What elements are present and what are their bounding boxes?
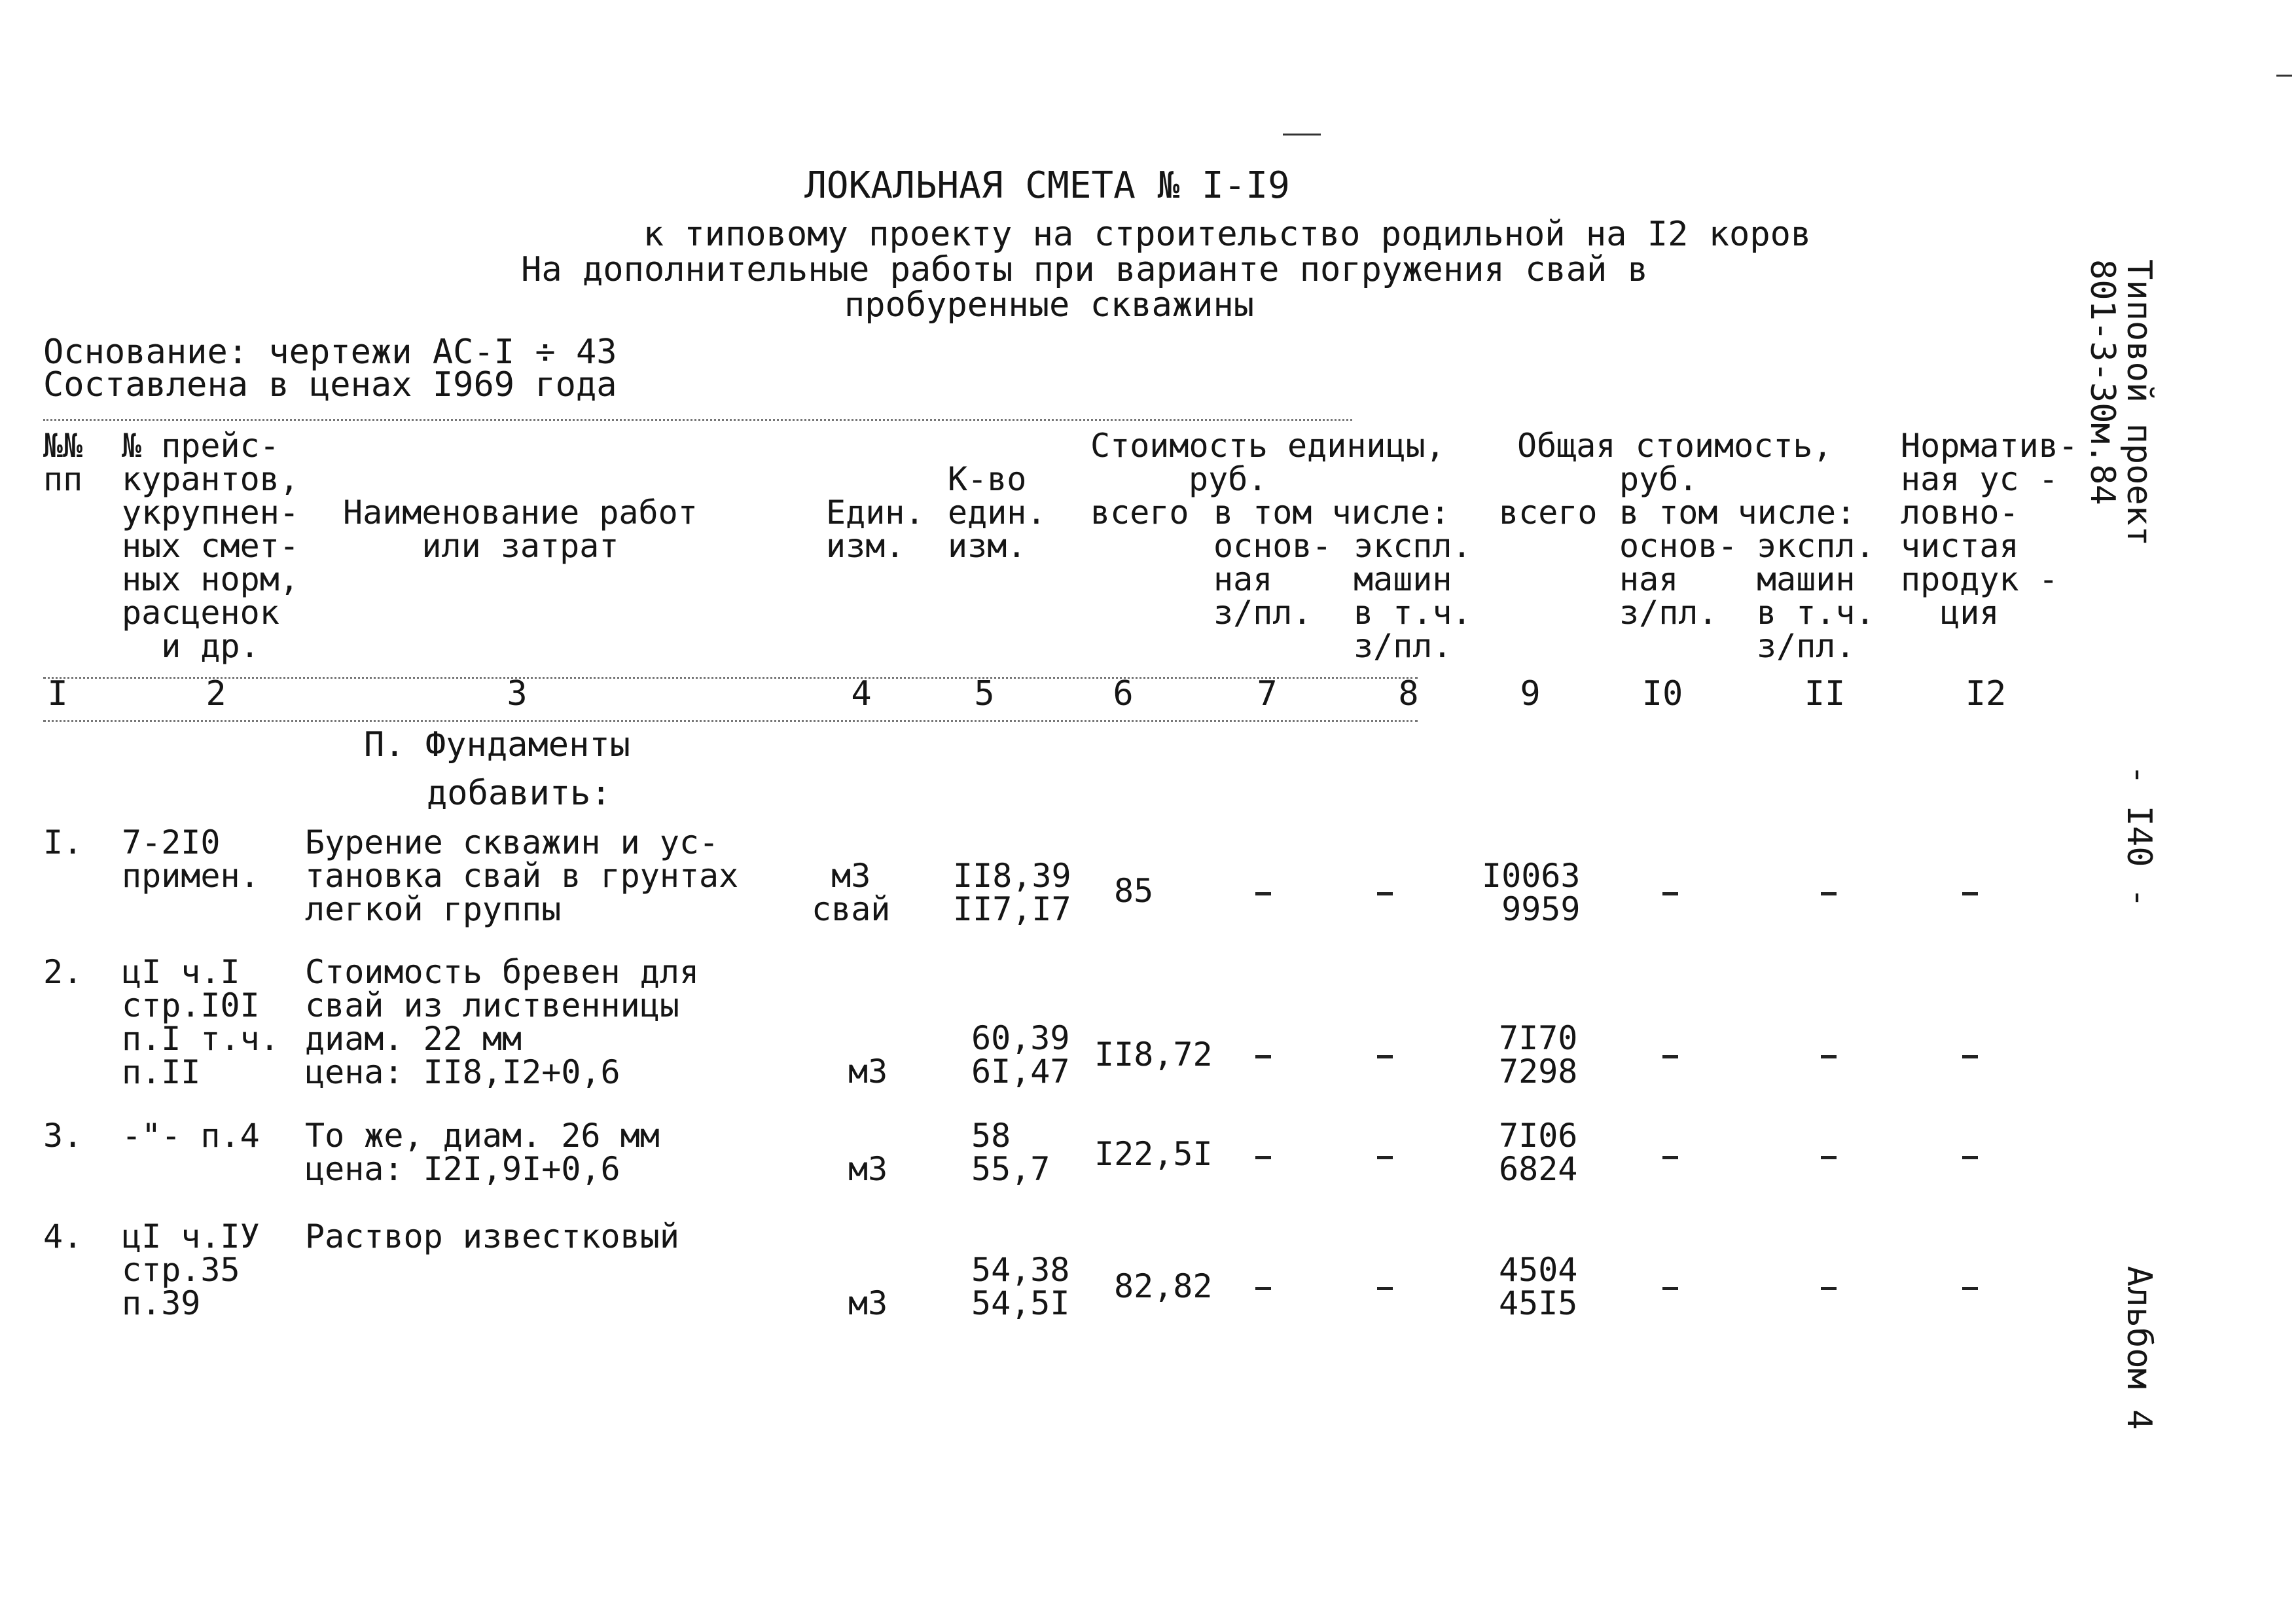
row-4-total-base-dash xyxy=(1662,1287,1678,1290)
section-subtitle: добавить: xyxy=(427,774,611,813)
row-4-unit-total: 82,82 xyxy=(1114,1267,1213,1305)
column-number: 4 xyxy=(851,674,872,713)
row-3-unit-total: I22,5I xyxy=(1094,1135,1213,1173)
row-3-norm-dash xyxy=(1962,1156,1978,1159)
row-4-total: 4504 45I5 xyxy=(1499,1251,1578,1322)
row-4-qty: 54,38 54,5I xyxy=(971,1251,1070,1322)
row-4-code: цI ч.IУ стр.35 п.39 xyxy=(122,1218,260,1322)
row-3-code: -"- п.4 xyxy=(122,1117,260,1155)
column-number: 2 xyxy=(206,674,226,713)
row-1-total: I0063 9959 xyxy=(1482,857,1581,928)
row-4-name: Раствор известковый xyxy=(305,1218,679,1255)
header-col-1: №№ пп xyxy=(43,427,83,498)
document-subtitle-line-2: На дополнительные работы при варианте погружения свай в xyxy=(521,250,1648,289)
header-col-12: Норматив- ная ус - ловно- чистая продук - ция xyxy=(1901,427,2078,632)
row-1-name: Бурение скважин и ус- тановка свай в грунтах легкой группы xyxy=(305,823,739,928)
row-2-unit: м3 xyxy=(848,1053,888,1091)
row-4-norm-dash xyxy=(1962,1287,1978,1290)
header-col-6: всего xyxy=(1090,494,1189,532)
document-title: ЛОКАЛЬНАЯ СМЕТА № I-I9 xyxy=(804,164,1290,207)
basis-line: Основание: чертежи АС-I ÷ 43 xyxy=(43,333,617,372)
column-number: 7 xyxy=(1257,674,1278,713)
header-col-4: Един. изм. xyxy=(826,494,925,565)
row-3-qty: 58 55,7 xyxy=(971,1117,1050,1188)
column-numbers-rule xyxy=(43,720,1418,722)
row-1-total-mach-dash xyxy=(1821,892,1837,895)
row-2-code: цI ч.I стр.I0I п.I т.ч. п.II xyxy=(122,953,279,1091)
row-2-total-mach-dash xyxy=(1821,1055,1837,1058)
row-3-total-mach-dash xyxy=(1821,1156,1837,1159)
column-number: I0 xyxy=(1641,674,1683,713)
row-1-qty: II8,39 II7,I7 xyxy=(953,857,1071,928)
column-number: I xyxy=(47,674,68,713)
document-subtitle-line-3: пробуренные скважины xyxy=(844,285,1255,325)
header-col-8: экспл. машин в т.ч. з/пл. xyxy=(1354,527,1472,665)
row-3-unit: м3 xyxy=(848,1150,888,1188)
row-1-code: 7-2I0 примен. xyxy=(122,823,260,895)
column-number: I2 xyxy=(1965,674,2007,713)
header-col-3: Наименование работ или затрат xyxy=(343,494,698,565)
scan-mark xyxy=(1283,134,1321,135)
row-3-unit-mach-dash xyxy=(1377,1156,1393,1159)
row-2-total: 7I70 7298 xyxy=(1499,1019,1578,1091)
row-3-num: 3. xyxy=(43,1117,83,1155)
column-number: 8 xyxy=(1398,674,1419,713)
row-1-unit: м3 свай xyxy=(812,857,891,928)
side-label-project: Типовой проект xyxy=(2119,259,2159,547)
row-4-unit-base-dash xyxy=(1255,1287,1271,1290)
row-1-norm-dash xyxy=(1962,892,1978,895)
header-col-10-11-top: в том числе: xyxy=(1619,494,1856,532)
row-3-total-base-dash xyxy=(1662,1156,1678,1159)
header-col-10: основ- ная з/пл. xyxy=(1619,527,1738,632)
row-3-unit-base-dash xyxy=(1255,1156,1271,1159)
row-3-name: То же, диам. 26 мм цена: I2I,9I+0,6 xyxy=(305,1117,660,1188)
row-4-total-mach-dash xyxy=(1821,1287,1837,1290)
row-4-unit: м3 xyxy=(848,1284,888,1322)
row-1-unit-base-dash xyxy=(1255,892,1271,895)
document-subtitle-line-1: к типовому проекту на строительство родильной на I2 коров xyxy=(643,215,1812,254)
row-2-name: Стоимость бревен для свай из лиственницы диам. 22 мм цена: II8,I2+0,6 xyxy=(305,953,700,1091)
row-2-num: 2. xyxy=(43,953,83,991)
row-2-norm-dash xyxy=(1962,1055,1978,1058)
row-4-unit-mach-dash xyxy=(1377,1287,1393,1290)
row-4-num: 4. xyxy=(43,1218,83,1255)
row-1-unit-mach-dash xyxy=(1377,892,1393,895)
row-2-total-base-dash xyxy=(1662,1055,1678,1058)
prices-line: Составлена в ценах I969 года xyxy=(43,365,617,405)
side-label-code: 801-3-30м.84 xyxy=(2083,259,2122,505)
section-title: П. Фундаменты xyxy=(364,725,630,765)
header-total-cost-rub: руб. xyxy=(1619,460,1698,498)
header-col-9: всего xyxy=(1499,494,1598,532)
column-number: 5 xyxy=(974,674,995,713)
column-number: 9 xyxy=(1520,674,1541,713)
row-3-total: 7I06 6824 xyxy=(1499,1117,1578,1188)
header-top-rule xyxy=(43,419,1352,421)
scan-mark xyxy=(2276,75,2292,77)
header-bottom-rule xyxy=(43,677,1418,679)
row-2-unit-base-dash xyxy=(1255,1055,1271,1058)
row-1-unit-total: 85 xyxy=(1114,872,1154,910)
header-col-7: основ- ная з/пл. xyxy=(1213,527,1332,632)
row-2-qty: 60,39 6I,47 xyxy=(971,1019,1070,1091)
column-number: II xyxy=(1804,674,1846,713)
header-col-11: экспл. машин в т.ч. з/пл. xyxy=(1757,527,1875,665)
column-number: 3 xyxy=(507,674,528,713)
row-2-unit-mach-dash xyxy=(1377,1055,1393,1058)
side-label-album: Альбом 4 xyxy=(2119,1266,2159,1430)
header-total-cost-group: Общая стоимость, xyxy=(1517,427,1833,465)
row-2-unit-total: II8,72 xyxy=(1094,1036,1213,1074)
header-col-7-8-top: в том числе: xyxy=(1213,494,1450,532)
header-col-2: № прейс- курантов, укрупнен- ных смет- ных норм, расценок и др. xyxy=(122,427,299,665)
header-unit-cost-group: Стоимость единицы, xyxy=(1090,427,1445,465)
row-1-num: I. xyxy=(43,823,83,861)
row-1-total-base-dash xyxy=(1662,892,1678,895)
header-unit-cost-rub: руб. xyxy=(1189,460,1268,498)
header-col-5: К-во един. изм. xyxy=(948,460,1047,565)
column-number: 6 xyxy=(1113,674,1134,713)
side-label-page: - I40 - xyxy=(2119,765,2159,909)
